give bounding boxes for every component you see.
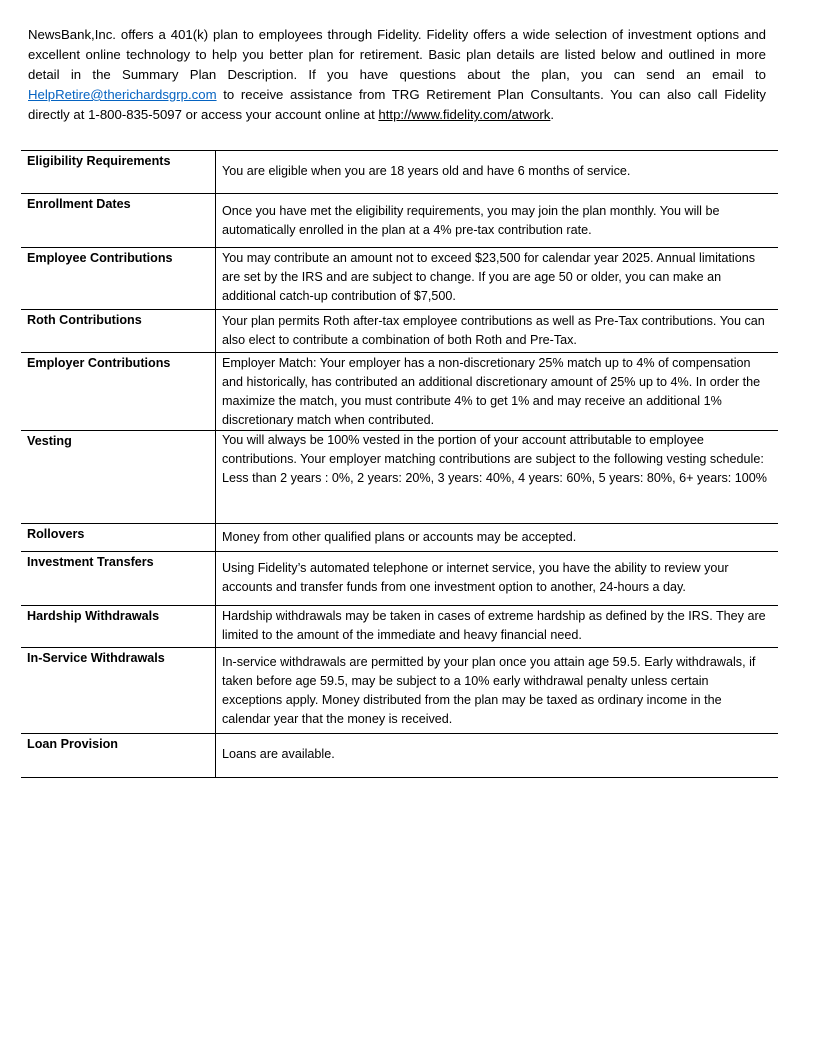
row-description [216, 310, 779, 353]
row-text: Once you have met the eligibility requirements, you may join the plan monthly. You will be automatically enrolled in the plan at a 4% pre-tax contribution rate. [222, 204, 720, 237]
row-label: Investment Transfers [21, 552, 216, 606]
fidelity-url-link[interactable]: http://www.fidelity.com/atwork [378, 107, 551, 122]
intro-paragraph [28, 25, 766, 125]
row-text: Hardship withdrawals may be taken in cases of extreme hardship as defined by the IRS. They are limited to the amount of the immediate and heavy financial need. [222, 609, 766, 642]
row-description [216, 734, 779, 778]
row-text: Using Fidelity’s automated telephone or internet service, you have the ability to review your accounts and transfer funds from one investment option to another, 24-hours a day. [222, 561, 729, 594]
row-text: Employer Match: Your employer has a non-discretionary 25% match up to 4% of compensation and historically, has contributed an additional discretionary amount of 25% up to 4%. In order the maximize the match, you must contribute 4% to get 1% and may receive an additional 1% discretionary match when contributed. [222, 356, 761, 427]
row-text: Loans are available. [222, 747, 335, 761]
table-row [21, 734, 778, 778]
row-text: Money from other qualified plans or accounts may be accepted. [222, 530, 577, 544]
row-description [216, 353, 779, 431]
row-description [216, 151, 779, 194]
row-text: Your plan permits Roth after-tax employee contributions as well as Pre-Tax contributions. You can also elect to contribute a combination of both Roth and Pre-Tax. [222, 314, 765, 347]
row-description [216, 248, 779, 310]
plan-details-table [21, 150, 778, 778]
row-label: Rollovers [21, 524, 216, 552]
table-row [21, 151, 778, 194]
intro-text-part1: NewsBank,Inc. offers a 401(k) plan to employees through Fidelity. Fidelity offers a wide selection of investment options and excellent online technology to help you better plan for retirement. Basic plan details are listed below and outlined in more detail in the Summary Plan Description. If you have questions about the plan, you can send an email to [28, 27, 766, 82]
row-label: Employer Contributions [21, 353, 216, 431]
row-description [216, 552, 779, 606]
table-row [21, 353, 778, 431]
row-text: In-service withdrawals are permitted by your plan once you attain age 59.5. Early withdrawals, if taken before age 59.5, may be subject to a 10% early withdrawal penalty unless certain exceptions apply. Money distributed from the plan may be taxed as ordinary income in the calendar year that the money is received. [222, 655, 756, 726]
row-text: You are eligible when you are 18 years old and have 6 months of service. [222, 164, 631, 178]
row-text: You will always be 100% vested in the portion of your account attributable to employee contributions. Your employer matching contributions are subject to the following vesting schedule: Less than 2 years : 0%, 2 years: 20%, 3 years: 40%, 4 years: 60%, 5 years: 80%, 6+ years: 100% [222, 433, 767, 485]
table-row [21, 310, 778, 353]
row-description [216, 524, 779, 552]
intro-text-part3: . [550, 107, 555, 122]
table-row [21, 194, 778, 248]
table-row [21, 552, 778, 606]
intro-text-part2: to receive assistance from TRG Retirement Plan Consultants. You can also call Fidelity directly at 1-800-835-5097 or access your account online at [28, 87, 766, 122]
row-description [216, 194, 779, 248]
table-row [21, 606, 778, 648]
table-row [21, 648, 778, 734]
row-label: Vesting [21, 431, 216, 524]
row-label: Hardship Withdrawals [21, 606, 216, 648]
row-label: Loan Provision [21, 734, 216, 778]
row-description [216, 648, 779, 734]
row-label: Enrollment Dates [21, 194, 216, 248]
row-label: In-Service Withdrawals [21, 648, 216, 734]
row-label: Employee Contributions [21, 248, 216, 310]
email-link[interactable]: HelpRetire@therichardsgrp.com [28, 87, 217, 102]
table-row [21, 431, 778, 524]
row-text: You may contribute an amount not to exceed $23,500 for calendar year 2025. Annual limitations are set by the IRS and are subject to change. If you are age 50 or older, you can make an additional catch-up contribution of $7,500. [222, 251, 756, 303]
row-label: Roth Contributions [21, 310, 216, 353]
row-description [216, 606, 779, 648]
table-row [21, 524, 778, 552]
table-row [21, 248, 778, 310]
row-label: Eligibility Requirements [21, 151, 216, 194]
row-description [216, 431, 779, 524]
